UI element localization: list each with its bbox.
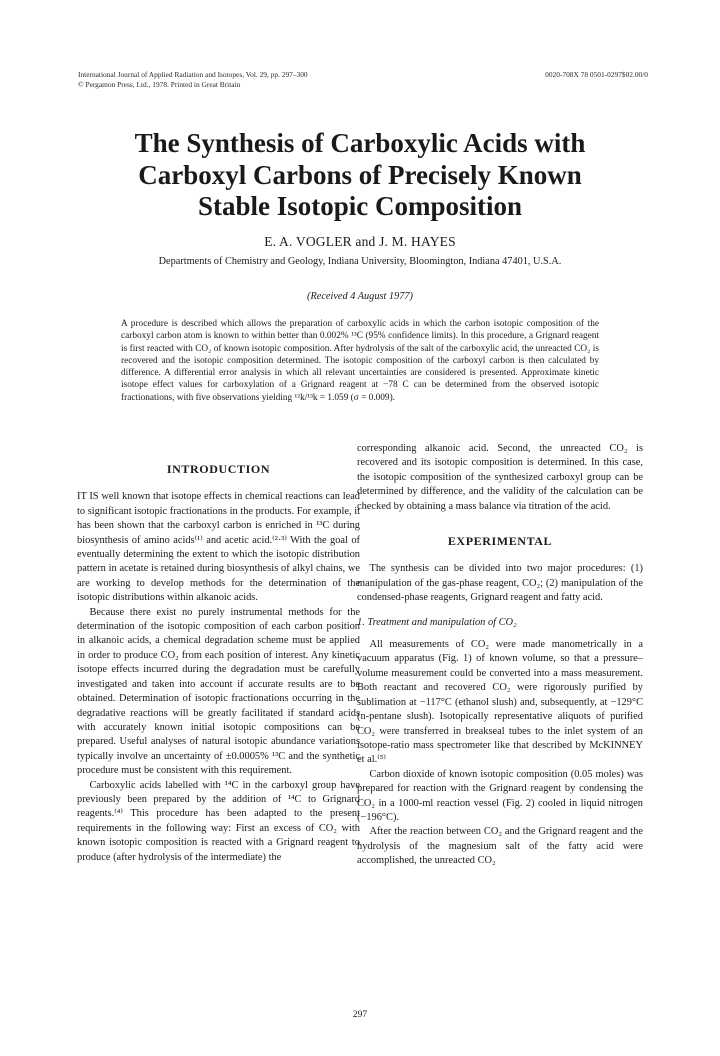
publisher-line: © Pergamon Press, Ltd., 1978. Printed in Great Britain xyxy=(78,80,241,89)
subsection-heading: 1. Treatment and manipulation of CO₂ xyxy=(357,616,517,628)
title-line: Stable Isotopic Composition xyxy=(197,191,523,221)
authors: E. A. VOGLER and J. M. HAYES xyxy=(264,234,456,249)
right-column xyxy=(357,442,643,869)
received-date: (Received 4 August 1977) xyxy=(307,291,413,302)
abstract: A procedure is described which allows the preparation of carboxylic acids in which the carbon isotopic composition of the carboxyl carbon atom is known to within better than 0.002% ¹³C (95% confidence limits). In this procedure, a Grignard reagent is first reacted with CO₂ of known isotopic composition. After hydrolysis of the salt of the carboxylic acid, the unreacted CO₂ is recovered and the isotopic composition determined. The isotopic composition of the carboxyl carbon is then calculated by difference. A differential error analysis in which all relevant uncertainties are considered is presented. Approximate kinetic isotope effect values for carboxylation of a Grignard reagent at −78 C can be determined from the observed isotopic fractionations, with five observations yielding ¹²k/¹³k = 1.059 (σ = 0.009). xyxy=(121,319,599,403)
left-column xyxy=(77,442,360,865)
title-line: The Synthesis of Carboxylic Acids with xyxy=(134,128,586,158)
title-line: Carboxyl Carbons of Precisely Known xyxy=(138,159,582,190)
body-paragraph: Because there exist no purely instrumental methods for the determination of the isotopic composition of each carbon position in alkanoic acids, a chemical degradation scheme must be applied in order to produce CO₂ from each position of interest. Any kinetic isotope effects incurred during the degradation must be carefully investigated and taken into account if accurate results are to be obtained. Determination of isotopic fractionations occurring in the degradative reactions will be greatly facilitated if standard acids with accurately known initial isotopic compositions can be prepared. Useful analyses of natural isotopic abundance variations typically involve an uncertainty of ±0.0005% ¹³C and the synthetic procedure must be consistent with this requirement. xyxy=(77,606,360,777)
body-paragraph: All measurements of CO₂ were made manometrically in a vacuum apparatus (Fig. 1) of known volume, so that a pressure–volume measurement could be converted into a mass measurement. Both reactant and recovered CO₂ were rigorously purified by sublimation at −117°C (ethanol slush) and, subsequently, at −129°C (n-pentane slush). Isotopically representative aliquots of purified CO₂ were transferred in breakseal tubes to the inlet system of an isotope-ratio mass spectrometer like that described by McKINNEY et al.⁽⁵⁾ xyxy=(357,639,643,766)
article-code: 0020-708X 78 0501-0297$02.00/0 xyxy=(545,70,648,79)
affiliation: Departments of Chemistry and Geology, Indiana University, Bloomington, Indiana 47401, U.S.A. xyxy=(158,256,562,267)
body-paragraph: Carbon dioxide of known isotopic composition (0.05 moles) was prepared for reaction with the Grignard reagent by condensing the CO₂ in a 1000-ml reaction vessel (Fig. 2) cooled in liquid nitrogen (−196°C). xyxy=(357,768,643,823)
journal-header xyxy=(78,70,308,90)
body-paragraph: After the reaction between CO₂ and the Grignard reagent and the hydrolysis of the magnesium salt of the fatty acid were accomplished, the unreacted CO₂ xyxy=(357,826,643,867)
body-paragraph: IT IS well known that isotope effects in chemical reactions can lead to significant isotopic fractionations in the products. For example, it has been shown that the carboxyl carbon is enriched in ¹³C during biosynthesis of amino acids⁽¹⁾ and acetic acid.⁽²·³⁾ With the goal of eventually determining the extent to which the isotopic distribution pattern in acetate is retained during biosynthesis of alkyl chains, we are working to develop methods for the determination of the isotopic distributions within alkanoic acids. xyxy=(77,491,360,604)
body-paragraph: The synthesis can be divided into two major procedures: (1) manipulation of the gas-phase reagent, CO₂; (2) manipulation of the condensed-phase reagents, Grignard reagent and fatty acid. xyxy=(357,563,643,604)
paper-title xyxy=(0,128,720,223)
section-heading-experimental: EXPERIMENTAL xyxy=(447,534,553,549)
page-number: 297 xyxy=(352,1010,368,1020)
journal-citation: International Journal of Applied Radiation and Isotopes, Vol. 29, pp. 297–300 xyxy=(78,70,308,79)
section-heading-introduction: INTRODUCTION xyxy=(166,462,271,476)
body-paragraph: corresponding alkanoic acid. Second, the unreacted CO₂ is recovered and its isotopic composition is determined. In this case, the isotopic composition of the synthesized carboxyl group can be determined by difference, and the validity of the calculation can be checked by obtaining a mass balance via titration of the acid. xyxy=(357,443,643,512)
body-paragraph: Carboxylic acids labelled with ¹⁴C in the carboxyl group have previously been prepared by the addition of ¹⁴C to Grignard reagents.⁽⁴⁾ This procedure has been adapted to the present requirements in the following way: First an excess of CO₂ with known isotopic composition is reacted with a Grignard reagent to produce (after hydrolysis of the intermediate) the xyxy=(77,779,360,863)
